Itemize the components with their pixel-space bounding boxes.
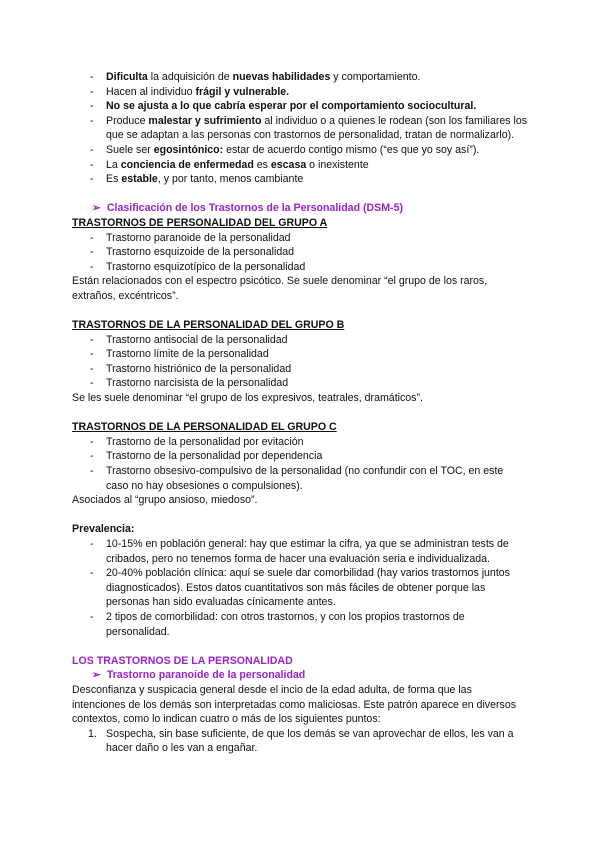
dash-bullet: -: [90, 246, 94, 259]
dash-bullet: -: [90, 85, 94, 98]
group-a-note: Están relacionados con el espectro psicótico. Se suele denominar “el grupo de los raros, extraños, excéntricos”.: [72, 275, 488, 302]
dash-bullet: -: [90, 610, 94, 623]
dash-bullet: -: [90, 348, 94, 361]
text: Trastorno de la personalidad por evitación: [106, 435, 304, 448]
text: Hacen al individuo: [106, 85, 196, 98]
text: 10-15% en población general: hay que estimar la cifra, ya que se administran tests de cribados, pero no tenemos forma de hacer una evaluación seria e individualizada.: [106, 538, 509, 565]
bold-text: egosintónico:: [153, 143, 224, 156]
paranoid-paragraph: Desconfianza y suspicacia general desde el incio de la edad adulta, de forma que las intenciones de los demás son interpretadas como maliciosas. Este patrón aparece en diversos contextos, como lo indican cuatro o más de los siguientes puntos:: [72, 683, 517, 726]
intro-bullet: [0, 85, 600, 100]
text: Trastorno obsesivo-compulsivo de la personalidad (no confundir con el TOC, en este caso no hay obsesiones o compulsiones).: [106, 465, 504, 492]
group-a-item: [0, 245, 600, 260]
text: Es: [106, 173, 122, 186]
dash-bullet: -: [90, 143, 94, 156]
dash-bullet: -: [90, 567, 94, 580]
text: , y por tanto, menos cambiante: [157, 173, 304, 186]
dash-bullet: -: [90, 158, 94, 171]
group-a-item: [0, 260, 600, 275]
text: Trastorno esquizotípico de la personalidad: [106, 260, 306, 273]
intro-bullet: [0, 143, 600, 158]
bold-text: Dificulta: [106, 71, 148, 83]
intro-bullet-list: [0, 70, 600, 187]
bold-text: escasa: [270, 158, 307, 171]
dash-bullet: -: [90, 538, 94, 550]
list-number: 1.: [88, 727, 97, 740]
group-c-note: Asociados al “grupo ansioso, miedoso”.: [72, 494, 258, 507]
text: y comportamiento.: [330, 71, 421, 83]
prevalence-item: [0, 566, 600, 610]
prevalence-item: [0, 537, 600, 566]
dash-bullet: -: [90, 362, 94, 375]
text: Trastorno límite de la personalidad: [106, 348, 269, 361]
prevalence-item: [0, 610, 600, 639]
group-a-item: [0, 231, 600, 246]
paranoid-heading: ➢ Trastorno paranoide de la personalidad: [92, 669, 306, 682]
arrow-bullet-icon: ➢: [92, 202, 101, 215]
text: Trastorno histriónico de la personalidad: [106, 362, 292, 375]
bold-text: conciencia de enfermedad: [120, 158, 254, 171]
disorders-heading: LOS TRASTORNOS DE LA PERSONALIDAD: [72, 654, 293, 667]
intro-bullet: [0, 172, 600, 187]
intro-bullet: [0, 99, 600, 114]
dash-bullet: -: [90, 465, 94, 478]
paranoid-criterion: [0, 727, 600, 756]
classification-heading: ➢ Clasificación de los Trastornos de la Personalidad (DSM-5): [92, 202, 404, 215]
group-c-item: [0, 464, 600, 493]
text: la adquisición de: [147, 71, 233, 83]
text: Trastorno esquizoide de la personalidad: [106, 246, 295, 259]
text: al individuo o a quienes le rodean (son los familiares los que se adaptan a las personas con trastornos de personalidad, tratan de normalizarlo).: [106, 114, 528, 142]
text: Suele ser: [106, 143, 154, 156]
text: La: [106, 158, 121, 171]
text: es: [253, 158, 271, 171]
group-b-note: Se les suele denominar “el grupo de los expresivos, teatrales, dramáticos”.: [72, 392, 423, 405]
group-c-list: [0, 435, 600, 493]
dash-bullet: -: [90, 450, 94, 463]
bold-text: frágil y vulnerable.: [195, 85, 290, 98]
text: Trastorno antisocial de la personalidad: [106, 333, 288, 346]
group-b-list: [0, 333, 600, 391]
prevalence-title: Prevalencia:: [72, 523, 135, 536]
paranoid-numbered-list: [0, 727, 600, 756]
prevalence-list: [0, 537, 600, 639]
bold-text: nuevas habilidades: [232, 71, 331, 83]
text: Produce: [106, 114, 149, 127]
intro-bullet: [0, 70, 600, 85]
dash-bullet: -: [90, 173, 94, 186]
dash-bullet: -: [90, 260, 94, 273]
dash-bullet: -: [90, 435, 94, 448]
intro-bullet: [0, 158, 600, 173]
group-c-item: [0, 449, 600, 464]
dash-bullet: -: [90, 377, 94, 390]
group-b-item: [0, 347, 600, 362]
bold-text: No se ajusta a lo que cabría esperar por el comportamiento sociocultural.: [106, 100, 477, 113]
text: o inexistente: [306, 158, 369, 171]
dash-bullet: -: [90, 71, 94, 83]
text: Trastorno narcisista de la personalidad: [106, 377, 289, 390]
dash-bullet: -: [90, 231, 94, 244]
group-b-item: [0, 333, 600, 348]
group-c-item: [0, 435, 600, 450]
text: 2 tipos de comorbilidad: con otros trastornos, y con los propios trastornos de personalidad.: [106, 610, 465, 638]
dash-bullet: -: [90, 100, 94, 113]
group-b-item: [0, 376, 600, 391]
bold-text: estable: [121, 173, 158, 186]
group-c-title: TRASTORNOS DE LA PERSONALIDAD EL GRUPO C: [72, 421, 337, 434]
bold-text: malestar y sufrimiento: [148, 114, 262, 127]
text: estar de acuerdo contigo mismo (“es que yo soy así”).: [223, 143, 480, 156]
text: Trastorno de la personalidad por dependencia: [106, 450, 323, 463]
text: Sospecha, sin base suficiente, de que los demás se van aprovechar de ellos, les van a hacer daño o les van a engañar.: [106, 727, 514, 755]
group-b-title: TRASTORNOS DE LA PERSONALIDAD DEL GRUPO B: [72, 319, 345, 332]
text: Trastorno paranoide de la personalidad: [106, 231, 291, 244]
dash-bullet: -: [90, 114, 94, 127]
intro-bullet: [0, 114, 600, 143]
group-b-item: [0, 362, 600, 377]
text: 20-40% población clínica: aquí se suele dar comorbilidad (hay varios trastornos juntos diagnosticados). Estos datos cuantitativos son más fáciles de obtener porque las personas han sido evaluadas cínicamente antes.: [106, 567, 510, 609]
group-a-list: [0, 231, 600, 275]
arrow-bullet-icon: ➢: [92, 669, 101, 682]
group-a-title: TRASTORNOS DE PERSONALIDAD DEL GRUPO A: [72, 216, 328, 229]
dash-bullet: -: [90, 333, 94, 346]
